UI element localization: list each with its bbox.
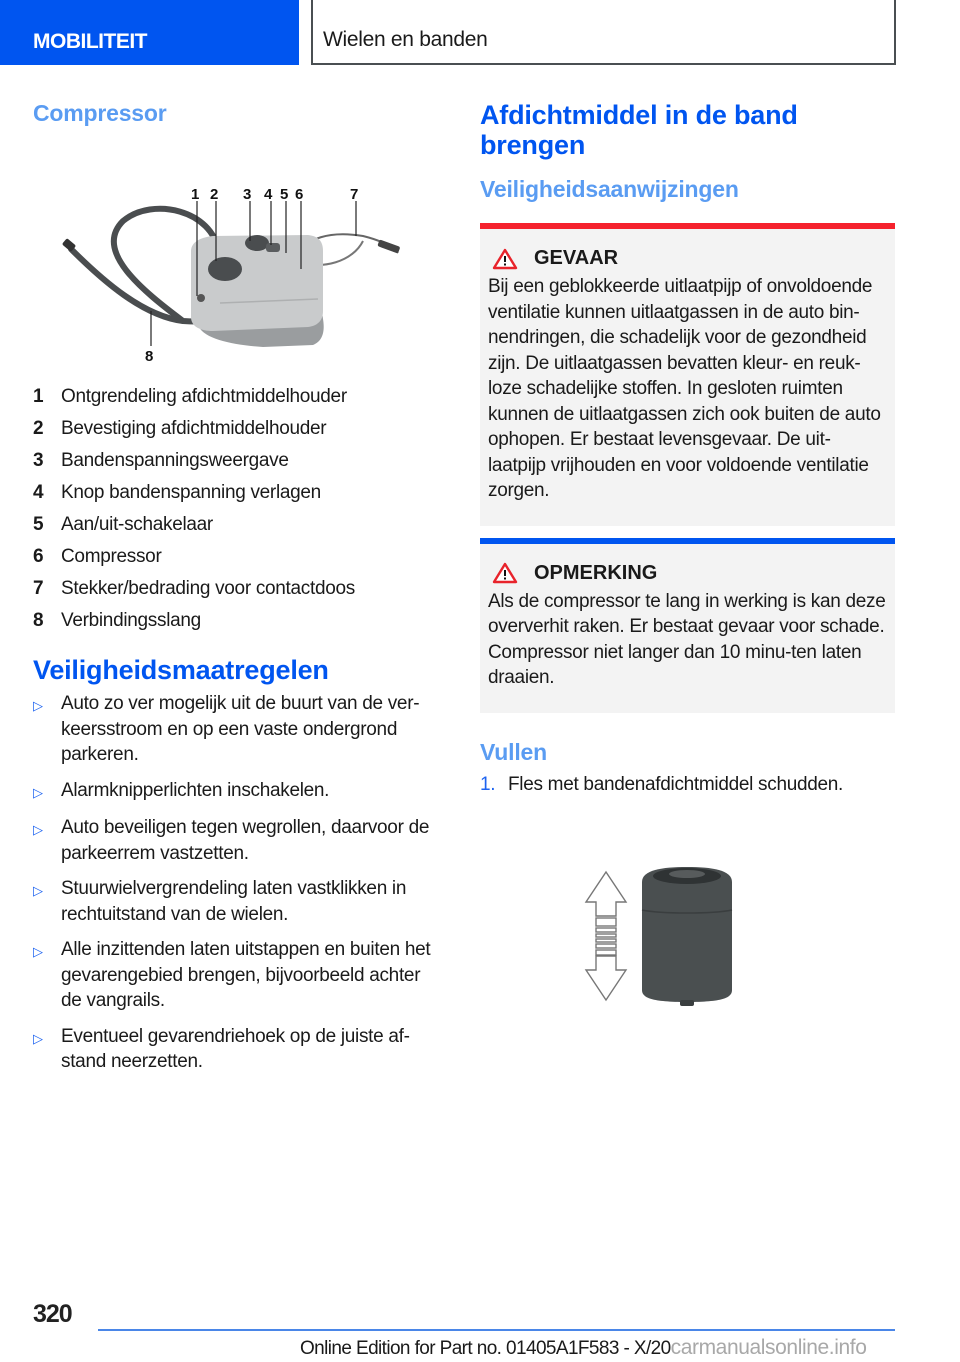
figure-label-1: 1 xyxy=(191,186,200,203)
danger-text: Bij een geblokkeerde uitlaatpijp of onvoldoende ventilatie kunnen uitlaatgassen in de auto bin-nendringen, die schadelijk voor de gezondheid zijn. De uitlaatgassen bevatten kleur- en reuk-loze schadelijke stoffen. In gesloten ruimten kunnen de uitlaatgassen zich ook buiten de auto ophopen. Er bestaat levensgevaar. De uit-laatpijp vrijhouden en voor voldoende ventilatie zorgen. xyxy=(488,276,881,501)
figure-label-5: 5 xyxy=(280,186,289,203)
legend-item: 1 Ontgrendeling afdichtmiddelhouder xyxy=(33,386,347,407)
fill-steps xyxy=(480,772,895,797)
note-text: Als de compressor te lang in werking is kan deze oververhit raken. Er bestaat gevaar voor schade. Compressor niet langer dan 10 minu-ten laten draaien. xyxy=(488,590,886,688)
danger-title: GEVAAR xyxy=(534,247,619,269)
figure-label-8: 8 xyxy=(145,348,154,361)
page-number: 320 xyxy=(33,1300,72,1328)
watermark: carmanualsonline.info xyxy=(670,1336,867,1359)
list-item: ▷ Alle inzittenden laten uitstappen en buiten het gevarengebied brengen, bijvoorbeeld achter de vangrails. xyxy=(33,937,445,1014)
footer-edition xyxy=(300,1336,866,1360)
legend-item: 5 Aan/uit-schakelaar xyxy=(33,514,213,535)
bullet-triangle-icon: ▷ xyxy=(33,1030,43,1046)
list-item: ▷ Stuurwielvergrendeling laten vastklikken in rechtuitstand van de wielen. xyxy=(33,876,445,927)
sealant-heading: Afdichtmiddel in de band brengen xyxy=(480,100,798,160)
list-item: ▷ Alarmknipperlichten inschakelen. xyxy=(33,778,445,806)
note-notice xyxy=(480,538,895,713)
safety-measures-list xyxy=(33,691,445,1075)
footer-divider xyxy=(98,1329,895,1331)
left-column xyxy=(33,100,445,1085)
section-tab: MOBILITEIT xyxy=(0,0,299,65)
warning-triangle-icon xyxy=(492,562,518,584)
shake-bottle-figure xyxy=(582,862,742,1012)
list-item: ▷ Auto zo ver mogelijk uit de buurt van de ver-keersstroom en op een vaste ondergrond parkeren. xyxy=(33,691,445,768)
compressor-illustration-icon xyxy=(33,141,445,361)
fill-heading: Vullen xyxy=(480,738,547,765)
right-column xyxy=(480,100,895,797)
edition-text: Online Edition for Part no. 01405A1F583 - X/20 xyxy=(300,1338,671,1359)
figure-label-4: 4 xyxy=(264,186,273,203)
legend-item: 8 Verbindingsslang xyxy=(33,610,201,631)
bullet-triangle-icon: ▷ xyxy=(33,784,43,800)
bullet-triangle-icon: ▷ xyxy=(33,822,43,837)
safety-measures-heading: Veiligheidsmaatregelen xyxy=(33,655,329,685)
figure-label-3: 3 xyxy=(243,186,252,203)
compressor-legend xyxy=(33,381,445,637)
step-item: 1. Fles met bandenafdichtmiddel schudden. xyxy=(480,773,844,795)
list-item: ▷ Auto beveiligen tegen wegrollen, daarvoor de parkeerrem vastzetten. xyxy=(33,815,445,866)
legend-item: 4 Knop bandenspanning verlagen xyxy=(33,482,321,503)
legend-item: 2 Bevestiging afdichtmiddelhouder xyxy=(33,418,327,439)
safety-instructions-heading: Veiligheidsaanwijzingen xyxy=(480,176,739,202)
figure-label-6: 6 xyxy=(295,186,304,203)
compressor-figure xyxy=(33,141,445,361)
legend-item: 6 Compressor xyxy=(33,546,162,567)
figure-label-7: 7 xyxy=(350,186,359,203)
compressor-heading: Compressor xyxy=(33,100,167,126)
list-item: ▷ Eventueel gevarendriehoek op de juiste af-stand neerzetten. xyxy=(33,1024,445,1075)
danger-notice xyxy=(480,223,895,526)
bullet-triangle-icon: ▷ xyxy=(33,883,43,898)
bullet-triangle-icon: ▷ xyxy=(33,698,43,713)
bullet-triangle-icon: ▷ xyxy=(33,944,43,959)
shake-bottle-illustration-icon xyxy=(582,862,742,1012)
note-title: OPMERKING xyxy=(534,561,658,584)
warning-triangle-icon xyxy=(492,248,518,270)
legend-item: 7 Stekker/bedrading voor contactdoos xyxy=(33,578,355,599)
figure-label-2: 2 xyxy=(210,186,219,203)
legend-item: 3 Bandenspanningsweergave xyxy=(33,450,289,471)
chapter-title: Wielen en banden xyxy=(311,0,896,65)
